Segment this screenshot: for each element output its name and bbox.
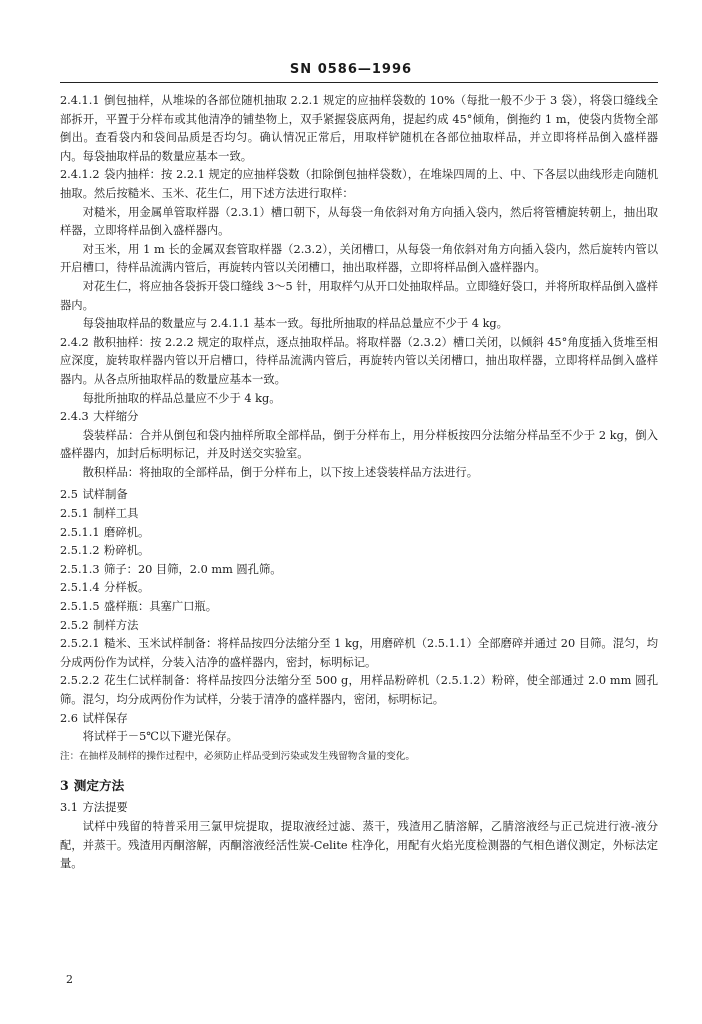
heading-3-1 [60, 799, 658, 818]
clause-number: 2.5.2.1 [60, 637, 100, 651]
heading-2-6 [60, 710, 658, 729]
heading-title: 制样工具 [93, 507, 139, 521]
paragraph-brown-rice: 对糙米，用金属单管取样器（2.3.1）槽口朝下，从每袋一角依斜对角方向插入袋内，然后将管槽旋转朝上，抽出取样器，立即将样品倒入盛样器内。 [60, 205, 658, 238]
heading-2-5-1 [60, 505, 658, 524]
clause-text: 花生仁试样制备：将样品按四分法缩分至 500 g，用样品粉碎机（2.5.1.2）粉碎，使全部通过 2.0 mm 圆孔筛。混匀，均分成两份作为试样，分装于清净的盛样器内，密闭，标明标记。 [60, 674, 658, 706]
paragraph-peanut: 对花生仁，将应抽各袋拆开袋口缝线 3～5 针，用取样勺从开口处抽取样品。立即缝好袋口，并将所取样品倒入盛样器内。 [60, 279, 658, 312]
item-number: 2.5.1.5 [60, 600, 100, 614]
clause-2-4-1-2 [60, 166, 658, 203]
item-number: 2.5.1.1 [60, 525, 100, 539]
clause-2-5-2-1 [60, 635, 658, 672]
item-text: 磨碎机。 [104, 525, 150, 539]
tool-item [60, 598, 658, 617]
heading-2-5 [60, 486, 658, 505]
heading-title: 试样制备 [82, 488, 128, 502]
clause-number: 2.4.1.1 [60, 94, 100, 107]
tool-item [60, 561, 658, 580]
item-text: 分样板。 [104, 581, 150, 595]
clause-text: 散积抽样：按 2.2.2 规定的取样点，逐点抽取样品。将取样器（2.3.2）槽口关闭，以倾斜 45°角度插入货堆至相应深度，旋转取样器内管以开启槽口，待样品流满内管后，再旋转内管以关闭槽口，抽出取样器，立即将样品倒入盛样器内。从各点所抽取样品的数量应基本一致。 [60, 335, 658, 386]
paragraph-method-summary: 试样中残留的特普采用三氯甲烷提取，提取液经过滤、蒸干，残渣用乙腈溶解，乙腈溶液经与正己烷进行液-液分配，并蒸干。残渣用丙酮溶解，丙酮溶液经活性炭-Celite 柱净化，用配有火焰光度检测器的气相色谱仪测定，外标法定量。 [60, 819, 658, 871]
heading-title: 制样方法 [93, 618, 139, 632]
item-number: 2.5.1.4 [60, 581, 100, 595]
heading-title: 测定方法 [73, 777, 125, 793]
clause-2-5-2-2 [60, 672, 658, 709]
tool-item [60, 524, 658, 543]
heading-title: 大样缩分 [93, 410, 139, 424]
tool-item [60, 542, 658, 561]
heading-number: 2.5 [60, 488, 78, 502]
paragraph-bulk-samples: 散积样品：将抽取的全部样品，倒于分样布上，以下按上述袋装样品方法进行。 [82, 465, 478, 479]
heading-title: 方法提要 [82, 801, 128, 815]
header-rule [60, 82, 658, 83]
clause-number: 2.4.2 [60, 335, 89, 349]
heading-number: 3.1 [60, 801, 78, 815]
paragraph-storage: 将试样于－5℃以下避光保存。 [82, 730, 238, 744]
paragraph-sample-quantity: 每袋抽取样品的数量应与 2.4.1.1 基本一致。每批所抽取的样品总量应不少于 4 kg。 [82, 317, 508, 331]
heading-number: 3 [60, 777, 69, 793]
paragraph-bulk-total: 每批所抽取的样品总量应不少于 4 kg。 [82, 391, 281, 405]
item-text: 粉碎机。 [104, 544, 150, 558]
note: 注：在抽样及制样的操作过程中，必须防止样品受到污染或发生残留物含量的变化。 [60, 750, 415, 762]
clause-text: 糙米、玉米试样制备：将样品按四分法缩分至 1 kg，用磨碎机（2.5.1.1）全部磨碎并通过 20 目筛。混匀，均分成两份作为试样，分装入洁净的盛样器内，密封，标明标记。 [60, 637, 658, 669]
clause-number: 2.4.1.2 [60, 168, 100, 182]
heading-2-5-2 [60, 617, 658, 636]
clause-text: 倒包抽样，从堆垛的各部位随机抽取 2.2.1 规定的应抽样袋数的 10%（每批一般不少于 3 袋），将袋口缝线全部拆开，平置于分样布或其他清净的铺垫物上，双手紧握袋底两角，提起约成 45°倾角，倒拖约 1 m，使袋内货物全部倒出。查看袋内和袋间品质是否均匀。确认情况正常后，用取样铲随机在各部位抽取样品，并立即将样品倒入盛样器内。每袋抽取样品的数量应基本一致。 [60, 94, 658, 163]
paragraph-bagged-samples: 袋装样品：合并从倒包和袋内抽样所取全部样品，倒于分样布上，用分样板按四分法缩分样品至不少于 2 kg，倒入盛样器内，加封后标明标记，并及时送交实验室。 [60, 428, 658, 461]
clause-number: 2.5.2.2 [60, 674, 100, 688]
heading-number: 2.4.3 [60, 410, 89, 424]
standard-number-header: SN 0586—1996 [289, 62, 413, 77]
heading-title: 试样保存 [82, 711, 128, 725]
heading-number: 2.5.2 [60, 618, 89, 632]
page-number: 2 [66, 973, 73, 986]
paragraph-corn: 对玉米，用 1 m 长的金属双套管取样器（2.3.2），关闭槽口，从每袋一角依斜对角方向插入袋内，然后旋转内管以开启槽口，待样品流满内管后，再旋转内管以关闭槽口，抽出取样器，立即将样品倒入盛样器内。 [60, 242, 658, 275]
tool-item [60, 579, 658, 598]
clause-text: 袋内抽样：按 2.2.1 规定的应抽样袋数（扣除倒包抽样袋数），在堆垛四周的上、中、下各层以曲线形走向随机抽取。然后按糙米、玉米、花生仁，用下述方法进行取样： [60, 168, 658, 200]
clause-2-4-1-1 [60, 92, 658, 166]
heading-2-4-3 [60, 408, 658, 427]
item-text: 盛样瓶：具塞广口瓶。 [104, 600, 218, 614]
heading-3 [60, 777, 658, 796]
item-text: 筛子：20 目筛，2.0 mm 圆孔筛。 [104, 562, 282, 576]
heading-number: 2.6 [60, 711, 78, 725]
item-number: 2.5.1.2 [60, 544, 100, 558]
item-number: 2.5.1.3 [60, 562, 100, 576]
clause-2-4-2 [60, 334, 658, 390]
page-body [60, 92, 658, 874]
heading-number: 2.5.1 [60, 507, 89, 521]
